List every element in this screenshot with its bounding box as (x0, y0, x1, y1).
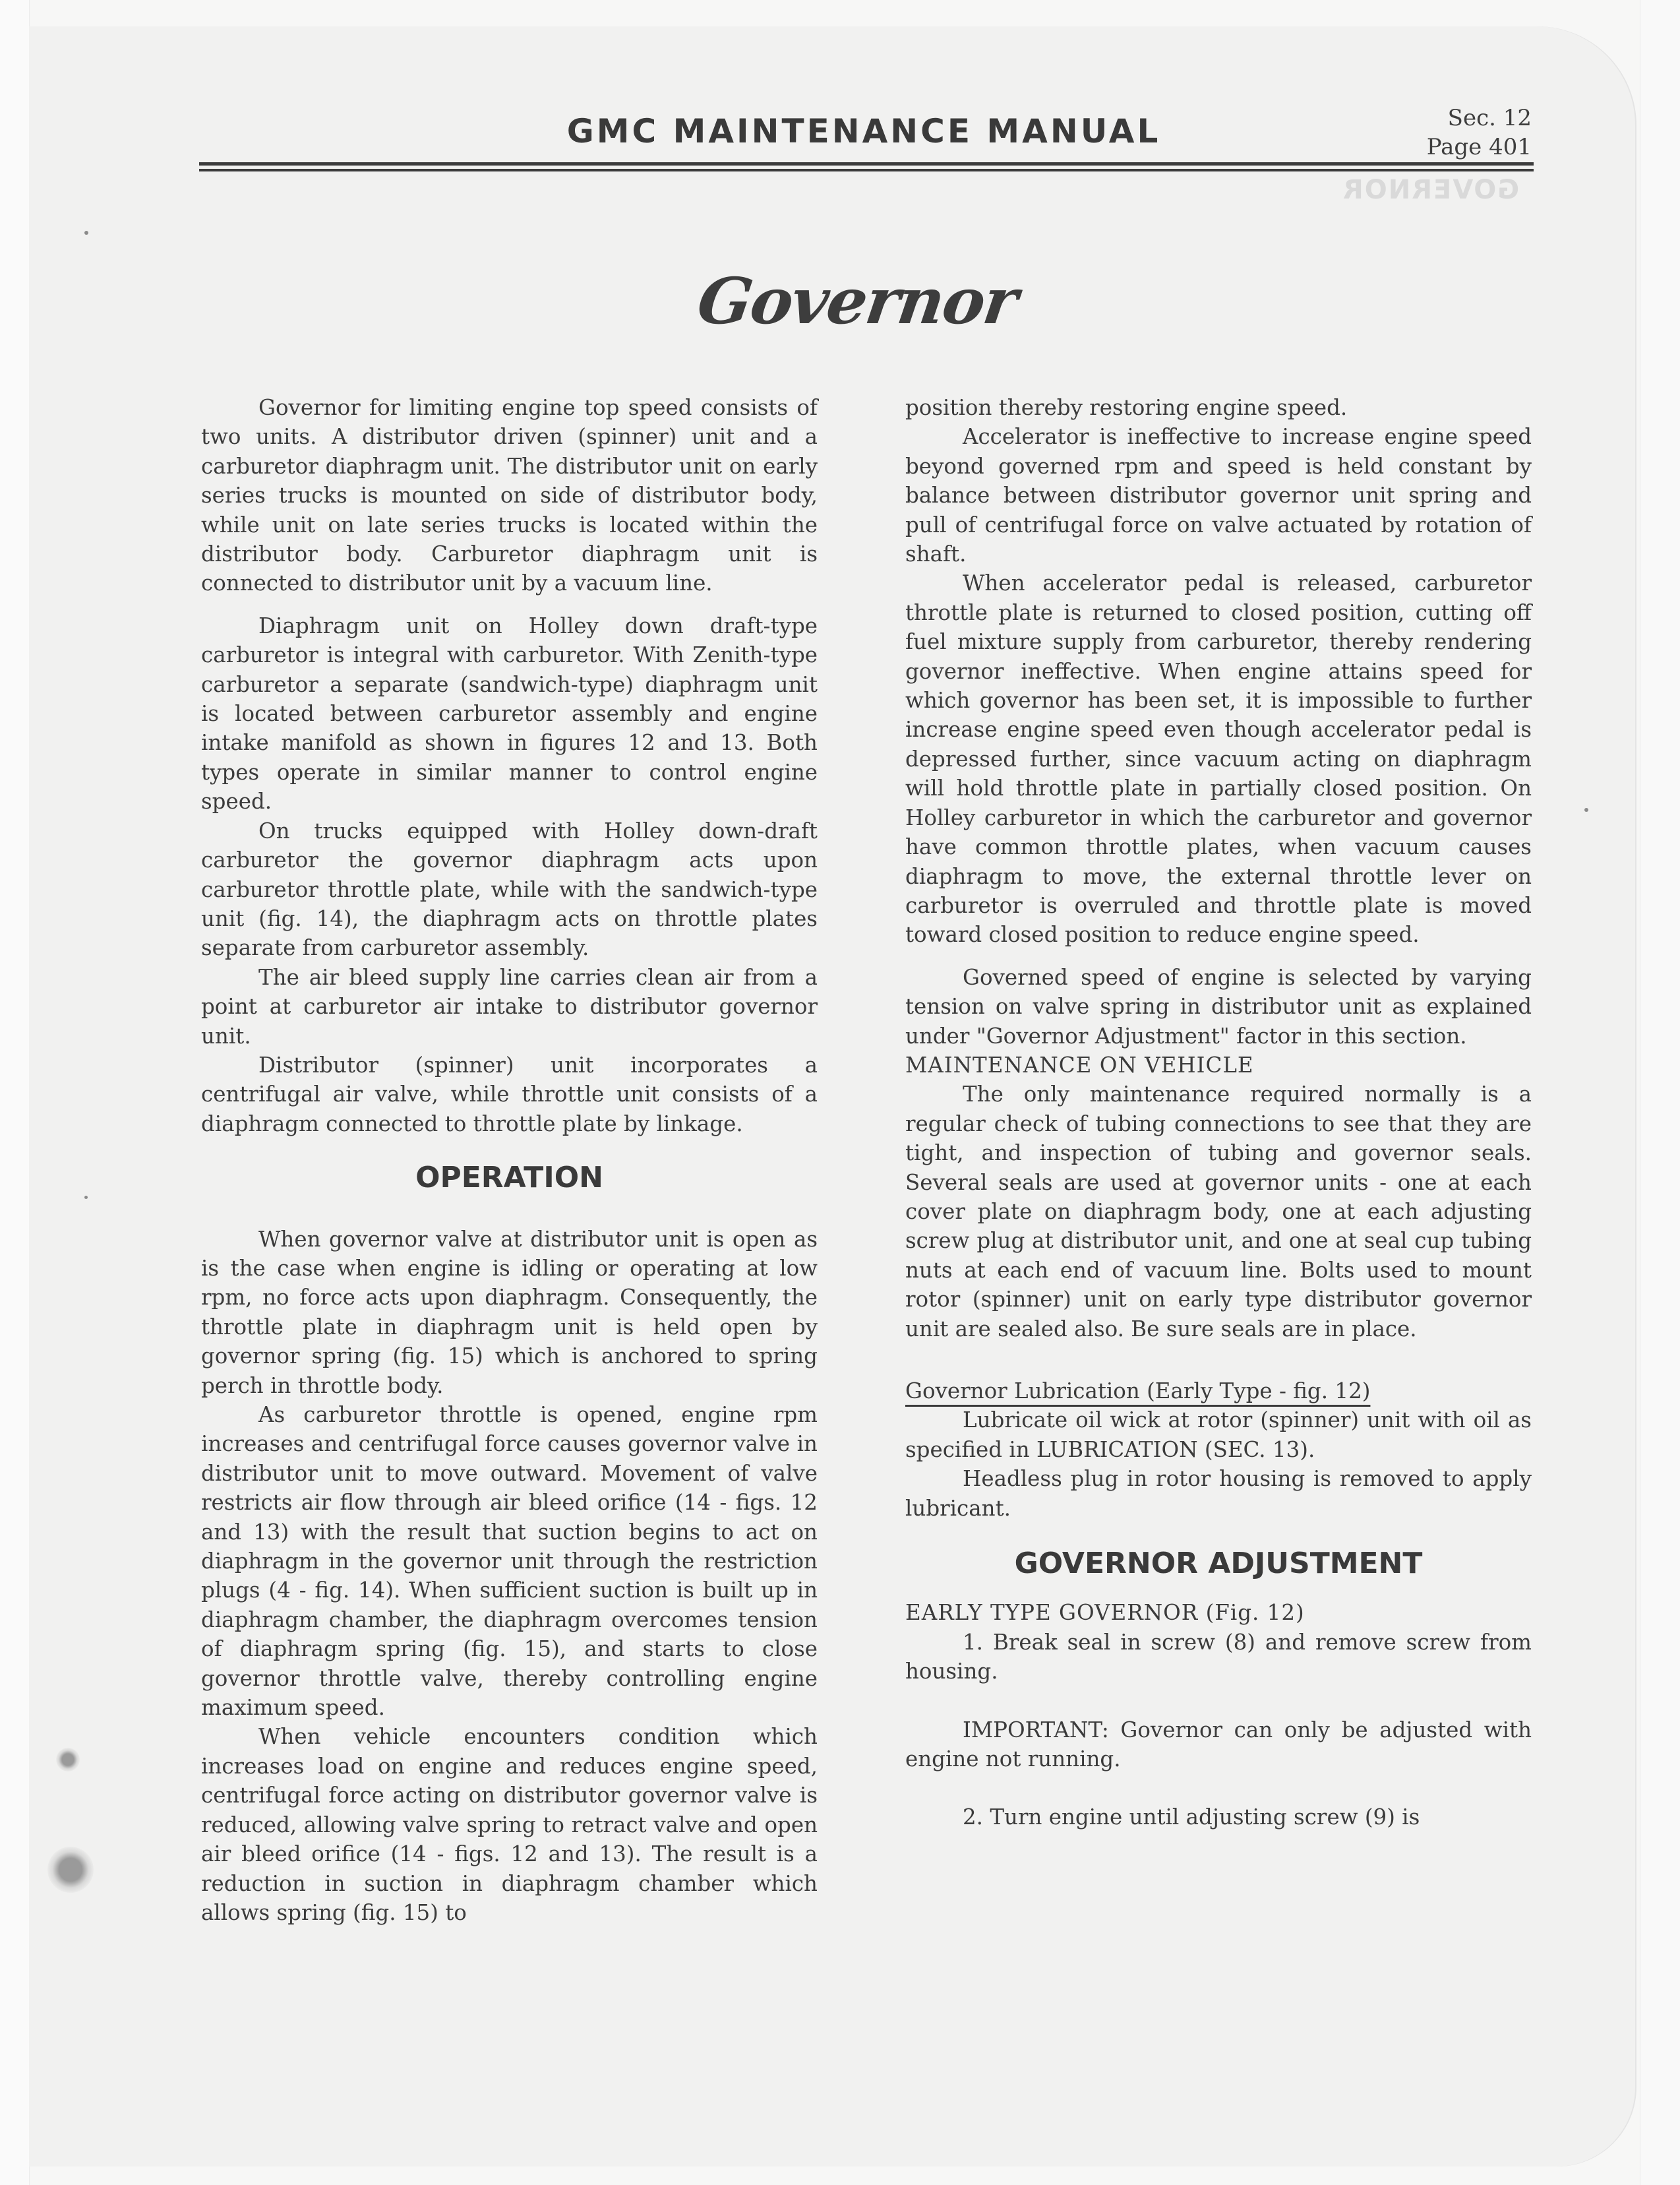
scan-edge-right (1640, 0, 1680, 2185)
important-note: IMPORTANT: Governor can only be adjusted with engine not running. (905, 1717, 1532, 1772)
page-number: Page 401 (1426, 134, 1532, 160)
left-column (201, 393, 818, 1927)
paragraph: On trucks equipped with Holley down-draft carburetor the governor diaphragm acts upon carburetor throttle plate, while with the sandwich-type unit (fig. 14), the diaphragm acts on throttle plates separate from carburetor assembly. (201, 818, 818, 961)
binder-hole-mark (56, 1748, 80, 1771)
stray-mark (84, 231, 88, 235)
paragraph: Headless plug in rotor housing is removed to apply lubricant. (905, 1466, 1532, 1521)
paragraph: As carburetor throttle is opened, engine rpm increases and centrifugal force causes governor valve in distributor unit to move outward. Movement of valve restricts air flow through air bleed orifice (14 - figs. 12 and 13) with the result that suction begins to act on diaphragm in the governor unit through the restriction plugs (4 - fig. 14). When sufficient suction is built up in diaphragm chamber, the diaphragm overcomes tension of diaphragm spring (fig. 15), and starts to close governor throttle valve, thereby controlling engine maximum speed. (201, 1402, 818, 1721)
paragraph: The only maintenance required normally is a regular check of tubing connections to see that they are tight, and inspection of tubing and governor seals. Several seals are used at governor units - one at each cover plate on diaphragm body, one at each adjusting screw plug at distributor unit, and one at seal cup tubing nuts at each end of vacuum line. Bolts used to mount rotor (spinner) unit on early type distributor governor unit are sealed also. Be sure seals are in place. (905, 1082, 1532, 1341)
paragraph: Governor for limiting engine top speed consists of two units. A distributor driven (spinner) unit and a carburetor diaphragm unit. The distributor unit on early series trucks is mounted on side of distributor body, while unit on late series trucks is located within the distributor body. Carburetor diaphragm unit is connected to distributor unit by a vacuum line. (201, 395, 818, 596)
bleed-through-text: GOVERNOR (1342, 175, 1520, 205)
heading-maintenance-on-vehicle: MAINTENANCE ON VEHICLE (905, 1052, 1254, 1078)
header-rule-bottom (199, 169, 1534, 171)
stray-mark (84, 1196, 88, 1199)
paragraph: Governed speed of engine is selected by varying tension on valve spring in distributor unit as explained under "Governor Adjustment" factor in this section. (905, 964, 1532, 1049)
paragraph: Distributor (spinner) unit incorporates a centrifugal air valve, while throttle unit consists of a diaphragm connected to throttle plate by linkage. (201, 1052, 818, 1136)
page-title: Governor (693, 264, 1021, 338)
paragraph: The air bleed supply line carries clean air from a point at carburetor air intake to distributor governor unit. (201, 964, 818, 1049)
header-rule-top (199, 162, 1534, 166)
binder-hole-mark (47, 1847, 94, 1893)
paragraph: Diaphragm unit on Holley down draft-type carburetor is integral with carburetor. With Zenith-type carburetor a separate (sandwich-type) diaphragm unit is located between carburetor assembly and engine intake manifold as shown in figures 12 and 13. Both types operate in similar manner to control engine speed. (201, 613, 818, 815)
paragraph: When accelerator pedal is released, carburetor throttle plate is returned to closed position, cutting off fuel mixture supply from carburetor, thereby rendering governor ineffective. When engine attains speed for which governor has been set, it is impossible to further increase engine speed even though accelerator pedal is depressed further, since vacuum acting on diaphragm will hold throttle plate in partially closed position. On Holley carburetor in which the carburetor and governor have common throttle plates, when vacuum causes diaphragm to move, the external throttle lever on carburetor is overruled and throttle plate is moved toward closed position to reduce engine speed. (905, 570, 1532, 948)
scan-edge-left (0, 0, 30, 2185)
paragraph: When governor valve at distributor unit is open as is the case when engine is idling or operating at low rpm, no force acts upon diaphragm. Consequently, the throttle plate in diaphragm unit is held open by governor spring (fig. 15) which is anchored to spring perch in throttle body. (201, 1226, 818, 1398)
step-2: 2. Turn engine until adjusting screw (9) is (963, 1804, 1420, 1830)
heading-operation: OPERATION (415, 1161, 603, 1195)
stray-mark (1584, 808, 1588, 812)
step-1: 1. Break seal in screw (8) and remove screw from housing. (905, 1629, 1532, 1684)
section-number: Sec. 12 (1447, 105, 1532, 131)
heading-early-type-governor: EARLY TYPE GOVERNOR (Fig. 12) (905, 1600, 1305, 1626)
paragraph: Accelerator is ineffective to increase engine speed beyond governed rpm and speed is held constant by balance between distributor governor unit spring and pull of centrifugal force on valve actuated by rotation of shaft. (905, 424, 1532, 567)
right-column (905, 393, 1532, 1832)
heading-governor-adjustment: GOVERNOR ADJUSTMENT (1014, 1547, 1423, 1581)
paragraph-continuation: position thereby restoring engine speed. (905, 395, 1348, 420)
manual-title: GMC MAINTENANCE MANUAL (566, 112, 1161, 150)
section-page-label (1427, 104, 1532, 162)
paragraph: When vehicle encounters condition which increases load on engine and reduces engine speed, centrifugal force acting on distributor governor valve is reduced, allowing valve spring to retract valve and open air bleed orifice (14 - figs. 12 and 13). The result is a reduction in suction in diaphragm chamber which allows spring (fig. 15) to (201, 1724, 818, 1925)
heading-governor-lubrication: Governor Lubrication (Early Type - fig. 12) (905, 1378, 1371, 1403)
paragraph: Lubricate oil wick at rotor (spinner) unit with oil as specified in LUBRICATION (SEC. 13). (905, 1407, 1532, 1462)
